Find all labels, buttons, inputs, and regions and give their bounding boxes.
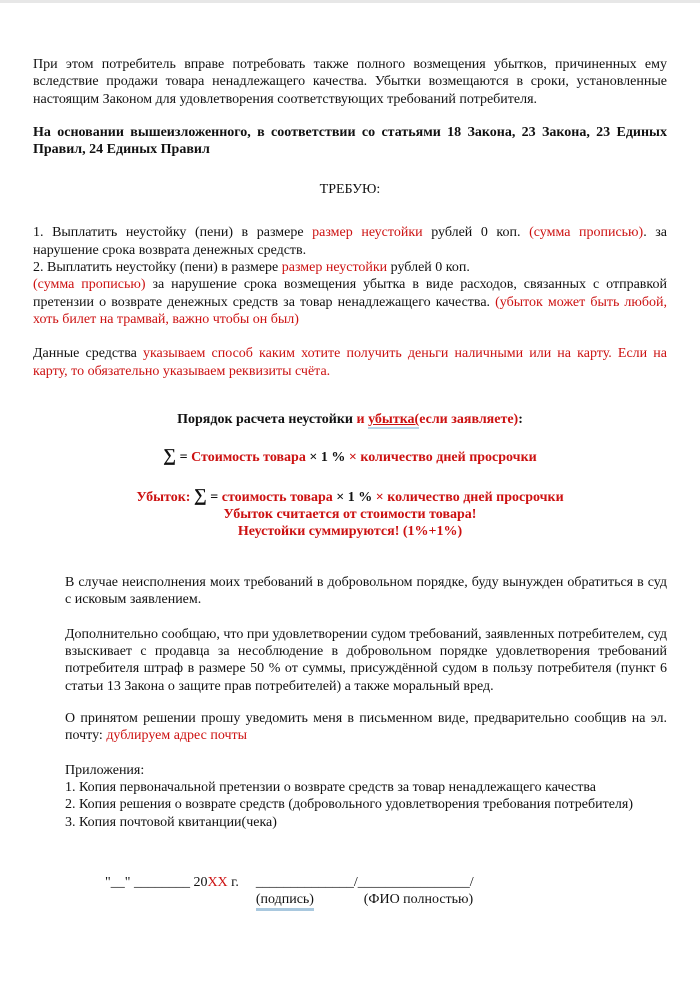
payment-method-hint: указываем способ каким хотите получить деньги наличными или на карту. Если на карту, то обязательно указываем реквизиты счёта.: [33, 346, 667, 379]
attachments-heading: Приложения:: [65, 762, 145, 778]
court-warning-paragraph: В случае неисполнения моих требований в добровольном порядке, буду вынужден обратиться в суд с исковым заявлением.: [65, 574, 667, 608]
formula-equals: =: [176, 450, 192, 466]
year-suffix: г.: [227, 875, 239, 891]
attachments-section: [65, 762, 667, 831]
calc-heading-black: Порядок расчета неустойки: [177, 412, 357, 428]
penalty-amount-placeholder: размер неустойки: [312, 225, 423, 241]
demand-item-1: [33, 224, 667, 259]
signature-label: [256, 892, 358, 911]
formula-times2: ×: [348, 450, 361, 466]
loss-note: Убыток считается от стоимости товара!: [223, 507, 477, 523]
loss-equals: =: [206, 489, 222, 505]
date-quotes: "__": [105, 875, 134, 891]
loss-example-note: (убыток может быть любой, хоть билет на трамвай, важно чтобы он был): [33, 294, 667, 327]
year-xx-placeholder: XX: [207, 875, 228, 891]
fio-underscores: ________________: [357, 875, 470, 891]
attachment-item: 3. Копия почтовой квитанции(чека): [65, 814, 277, 830]
formula-goods-cost: Стоимость товара: [191, 450, 306, 466]
demand-1-tail: . за нарушение срока возврата денежных средств.: [33, 225, 667, 258]
demand-2-lead: 2. Выплатить неустойку (пени) в размере: [33, 259, 282, 275]
demand-item-2: [33, 259, 667, 328]
fio-label: (ФИО полностью): [363, 892, 474, 908]
calculation-heading: [33, 411, 667, 428]
signature-label-text: (подпись): [256, 892, 314, 911]
sum-symbol: ∑: [163, 445, 177, 466]
penalty-amount-placeholder-2: размер неустойки: [281, 259, 388, 275]
signature-underscores: ______________: [255, 875, 354, 891]
demand-1-mid: рублей 0 коп.: [422, 225, 530, 241]
demand-1-lead: 1. Выплатить неустойку (пени) в размере: [33, 225, 313, 241]
loss-times-pct: × 1 %: [332, 489, 376, 505]
date-blank-line: ________: [133, 875, 190, 891]
attachment-item: 1. Копия первоначальной претензии о возврате средств за товар ненадлежащего качества: [65, 780, 597, 796]
loss-days: количество дней просрочки: [387, 489, 564, 505]
slash: /: [469, 875, 474, 891]
notification-paragraph: [65, 710, 667, 745]
loss-formula: [33, 484, 667, 506]
sum-in-words-placeholder-2: (сумма прописью): [33, 277, 146, 293]
loss-label: Убыток:: [136, 489, 194, 505]
payment-method-paragraph: [33, 345, 667, 380]
demand-list: [33, 224, 667, 328]
signature-blank-line: [256, 875, 358, 890]
attachment-item: 2. Копия решения о возврате средств (добровольного удовлетворения требования потребителя): [65, 797, 634, 813]
penalty-formula: [33, 444, 667, 466]
calc-heading-loss-underlined: убытка(: [368, 412, 420, 428]
formula-times-pct: × 1 %: [305, 450, 349, 466]
legal-basis-paragraph: На основании вышеизложенного, в соответствии со статьями 18 Закона, 23 Закона, 23 Единых Правил, 24 Единых Правил: [33, 125, 667, 158]
slash: /: [353, 875, 358, 891]
intro-paragraph: При этом потребитель вправе потребовать также полного возмещения убытков, причиненных ему вследствие продажи товара ненадлежащего качества. Убытки возмещаются в сроки, установленные настоящим Законом для удовлетворения соответствующих требований потребителя.: [33, 57, 667, 107]
loss-times2: ×: [375, 489, 388, 505]
loss-goods-cost: стоимость товара: [221, 489, 333, 505]
payment-lead: Данные средства: [33, 346, 143, 362]
document-page: [0, 3, 700, 911]
demand-2-mid: рублей 0 коп.: [387, 259, 470, 275]
email-hint: дублируем адрес почты: [106, 728, 248, 744]
date-field: [105, 875, 239, 891]
fio-blank-line: [358, 875, 474, 890]
penalty-sum-note: Неустойки суммируются! (1%+1%): [237, 524, 463, 540]
sum-symbol-2: ∑: [193, 484, 207, 505]
signature-block: [105, 875, 667, 911]
demand-heading: ТРЕБУЮ:: [319, 181, 381, 197]
notify-lead: О принятом решении прошу уведомить меня в письменном виде, предварительно сообщив на эл. почту:: [65, 710, 667, 744]
sum-in-words-placeholder: (сумма прописью): [529, 225, 644, 241]
year-prefix: 20: [189, 875, 208, 891]
demand-2-body: за нарушение срока возмещения убытка в виде расходов, связанных с отправкой претензии о возврате денежных средств за товар ненадлежащего качества.: [33, 277, 667, 310]
calc-heading-and: и: [356, 412, 369, 428]
fio-field: [358, 875, 474, 908]
signature-field: [256, 875, 358, 911]
fine-50-percent-paragraph: Дополнительно сообщаю, что при удовлетворении судом требований, заявленных потребителем, суд взыскивает с продавца за несоблюдение в добровольном порядке удовлетворения требований потребителя штраф в размере 50 % от суммы, присуждённой судом в пользу потребителя (пункт 6 статьи 13 Закона о защите прав потребителей) а также моральный вред.: [65, 626, 667, 694]
calc-heading-colon: :: [518, 412, 523, 428]
calc-heading-rest: если заявляете): [419, 412, 519, 428]
formula-days: количество дней просрочки: [360, 450, 537, 466]
